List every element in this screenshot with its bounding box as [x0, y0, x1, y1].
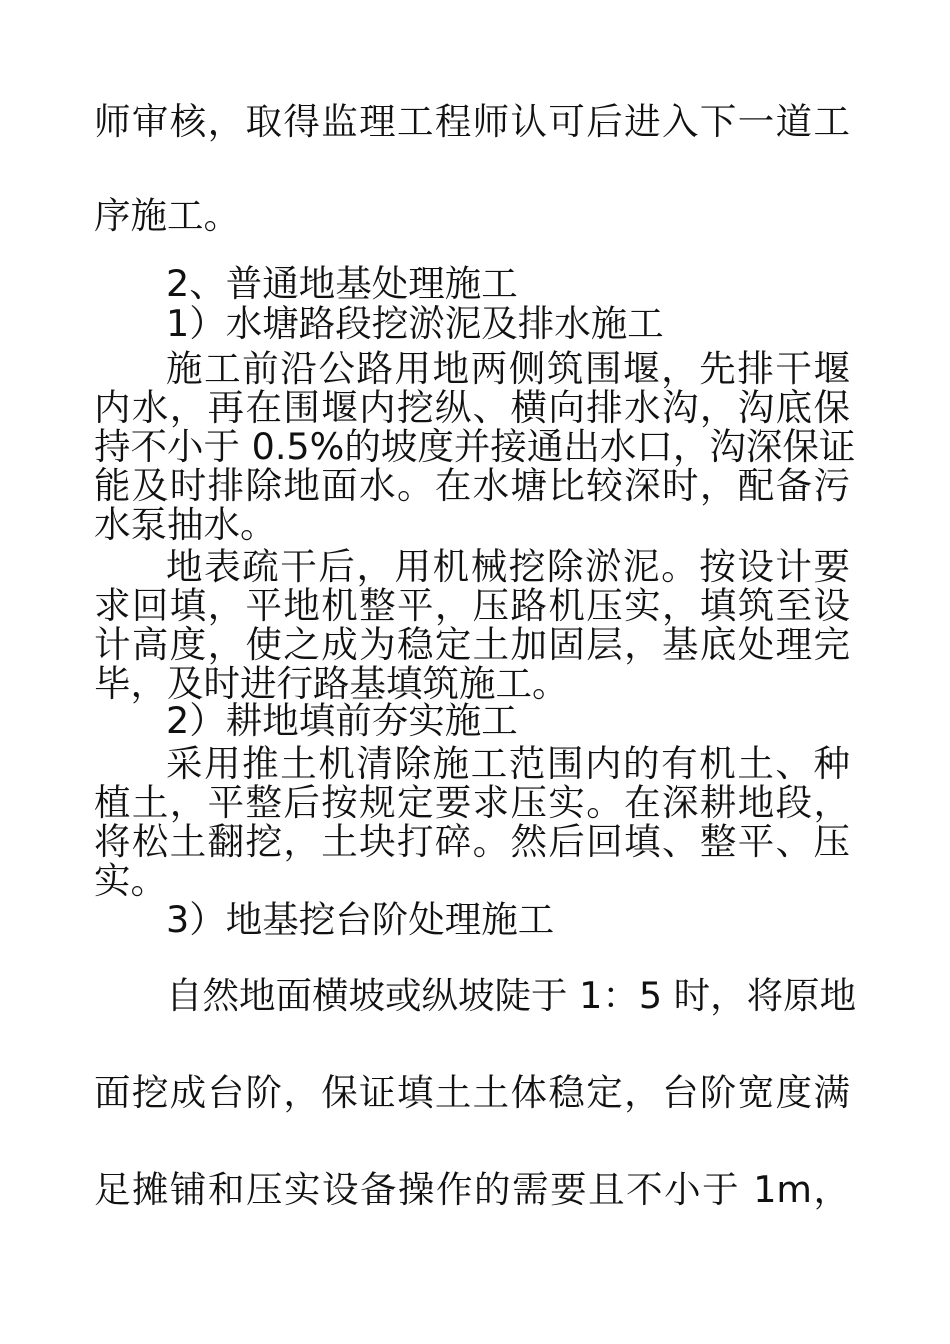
- text-line: 施工前沿公路用地两侧筑围堰，先排干堰: [166, 347, 850, 390]
- text-line: 毕，及时进行路基填筑施工。: [94, 662, 569, 705]
- text-line: 实。: [94, 859, 167, 902]
- text-line: 序施工。: [94, 194, 240, 237]
- text-line: 面挖成台阶，保证填土土体稳定，台阶宽度满: [94, 1071, 850, 1114]
- subsection-heading: 3）地基挖台阶处理施工: [166, 898, 555, 941]
- text-line: 采用推土机清除施工范围内的有机土、种: [166, 742, 850, 785]
- text-line: 足摊铺和压实设备操作的需要且不小于 1m，: [94, 1168, 850, 1211]
- text-line: 自然地面横坡或纵坡陡于 1：5 时，将原地: [166, 974, 857, 1017]
- text-line: 师审核，取得监理工程师认可后进入下一道工: [94, 100, 850, 143]
- text-line: 求回填，平地机整平，压路机压实，填筑至设: [94, 584, 850, 627]
- text-line: 地表疏干后，用机械挖除淤泥。按设计要: [166, 545, 850, 588]
- text-line: 内水，再在围堰内挖纵、横向排水沟，沟底保: [94, 386, 850, 429]
- text-line: 水泵抽水。: [94, 503, 277, 546]
- text-line: 将松土翻挖，土块打碎。然后回填、整平、压: [94, 820, 850, 863]
- text-line: 能及时排除地面水。在水塘比较深时，配备污: [94, 464, 850, 507]
- text-line: 植土，平整后按规定要求压实。在深耕地段，: [94, 781, 850, 824]
- section-heading: 2、普通地基处理施工: [166, 262, 518, 305]
- text-line: 持不小于 0.5%的坡度并接通出水口，沟深保证: [94, 425, 856, 468]
- text-line: 计高度，使之成为稳定土加固层，基底处理完: [94, 623, 850, 666]
- subsection-heading: 1）水塘路段挖淤泥及排水施工: [166, 302, 664, 345]
- subsection-heading: 2）耕地填前夯实施工: [166, 699, 518, 742]
